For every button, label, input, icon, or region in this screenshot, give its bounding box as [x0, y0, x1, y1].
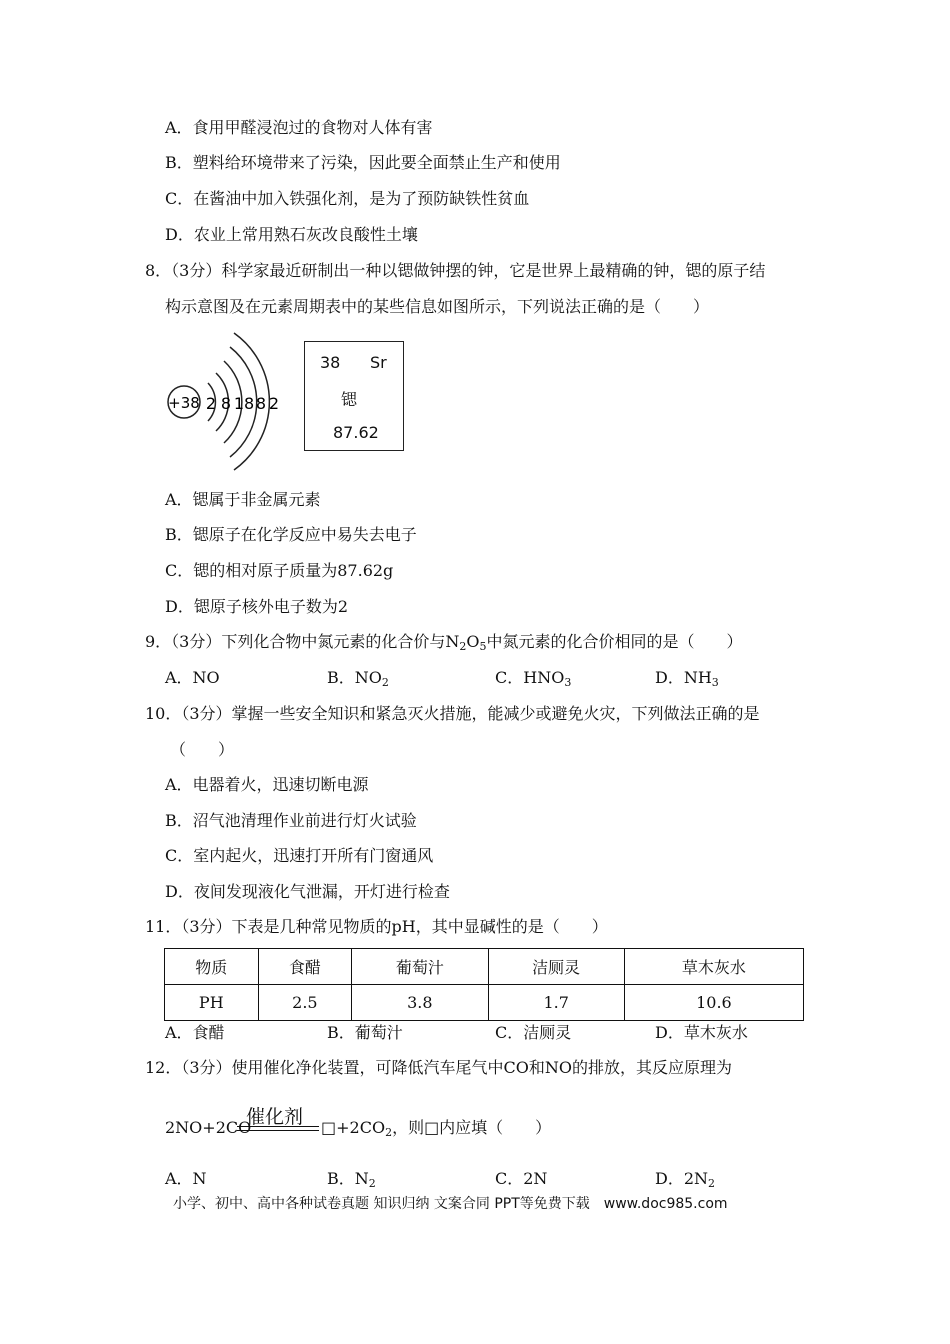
- q7-option-c: C．在酱油中加入铁强化剂，是为了预防缺铁性贫血: [165, 189, 530, 208]
- q8-option-d: D．锶原子核外电子数为2: [165, 597, 349, 616]
- q9-option-d: D．$NH_3$: [655, 668, 719, 689]
- element-symbol: Sr: [370, 353, 387, 372]
- q8-option-b: B．锶原子在化学反应中易失去电子: [165, 525, 417, 544]
- q10-stem-line1: 10．（3分）掌握一些安全知识和紧急灭火措施，能减少或避免火灾，下列做法正确的是: [145, 704, 760, 723]
- q12-option-b: B．$N_2$: [327, 1169, 376, 1190]
- q12-equation-right: $□+2CO_2$，则□内应填（ ）: [321, 1118, 552, 1139]
- table-cell: 食醋: [258, 949, 352, 985]
- table-header-row: [165, 949, 804, 985]
- q7-option-d: D．农业上常用熟石灰改良酸性土壤: [165, 225, 418, 244]
- q11-stem: 11．（3分）下表是几种常见物质的pH，其中显碱性的是（ ）: [145, 917, 608, 936]
- page-footer: 小学、初中、高中各种试卷真题 知识归纳 文案合同 PPT等免费下载 www.doc985.com: [173, 1196, 728, 1212]
- q9-option-b: B．$NO_2$: [327, 668, 389, 689]
- q12-stem: 12．（3分）使用催化净化装置，可降低汽车尾气中CO和NO的排放，其反应原理为: [145, 1058, 733, 1077]
- table-row: [165, 985, 804, 1021]
- table-cell: 10.6: [624, 985, 803, 1021]
- q8-option-c: C．锶的相对原子质量为87.62g: [165, 561, 394, 580]
- element-name: 锶: [341, 390, 358, 409]
- q11-options: [0, 1023, 950, 1045]
- shell-3: 18: [233, 394, 255, 413]
- ph-table: [164, 948, 804, 1021]
- q12-option-c: C．2N: [495, 1169, 548, 1188]
- q8-stem-line2: 构示意图及在元素周期表中的某些信息如图所示，下列说法正确的是（ ）: [165, 297, 710, 316]
- q9-option-a: A．NO: [165, 668, 220, 687]
- q9-option-c: C．$HNO_3$: [495, 668, 572, 689]
- atom-structure-diagram: [160, 325, 300, 475]
- catalyst-label: 催化剂: [246, 1106, 304, 1128]
- shell-5: 2: [268, 394, 280, 413]
- q8-stem-line1: 8．（3分）科学家最近研制出一种以锶做钟摆的钟，它是世界上最精确的钟，锶的原子结: [145, 261, 766, 280]
- q11-option-a: A．食醋: [165, 1023, 225, 1042]
- q12-options: [0, 1169, 950, 1191]
- element-mass: 87.62: [333, 423, 379, 442]
- table-cell: 物质: [165, 949, 259, 985]
- q7-option-a: A．食用甲醛浸泡过的食物对人体有害: [165, 118, 433, 137]
- q7-option-b: B．塑料给环境带来了污染，因此要全面禁止生产和使用: [165, 153, 561, 172]
- q9-stem: 9．（3分）下列化合物中氮元素的化合价与$N_2O_5$中氮元素的化合价相同的是（ ）: [145, 632, 743, 653]
- q10-option-a: A．电器着火，迅速切断电源: [165, 775, 369, 794]
- table-cell: PH: [165, 985, 259, 1021]
- q10-stem-line2: （ ）: [170, 740, 235, 759]
- q10-option-b: B．沼气池清理作业前进行灯火试验: [165, 811, 417, 830]
- q11-option-b: B．葡萄汁: [327, 1023, 403, 1042]
- table-cell: 2.5: [258, 985, 352, 1021]
- shell-2: 8: [220, 394, 232, 413]
- q12-option-d: D．$2N_2$: [655, 1169, 716, 1190]
- table-cell: 草木灰水: [624, 949, 803, 985]
- q10-option-c: C．室内起火，迅速打开所有门窗通风: [165, 846, 434, 865]
- q12-option-a: A．N: [165, 1169, 207, 1188]
- table-cell: 葡萄汁: [352, 949, 488, 985]
- shell-4: 8: [255, 394, 267, 413]
- periodic-element-card: [304, 341, 404, 451]
- element-number: 38: [320, 353, 341, 372]
- q12-equation-left: 2NO+2CO: [165, 1118, 252, 1137]
- shell-1: 2: [205, 394, 217, 413]
- q9-options: [0, 668, 950, 690]
- atom-nucleus: +38: [168, 394, 200, 412]
- table-cell: 1.7: [488, 985, 624, 1021]
- q8-option-a: A．锶属于非金属元素: [165, 490, 321, 509]
- q11-option-d: D．草木灰水: [655, 1023, 748, 1042]
- q11-option-c: C．洁厕灵: [495, 1023, 572, 1042]
- q10-option-d: D．夜间发现液化气泄漏，开灯进行检查: [165, 882, 450, 901]
- table-cell: 3.8: [352, 985, 488, 1021]
- table-cell: 洁厕灵: [488, 949, 624, 985]
